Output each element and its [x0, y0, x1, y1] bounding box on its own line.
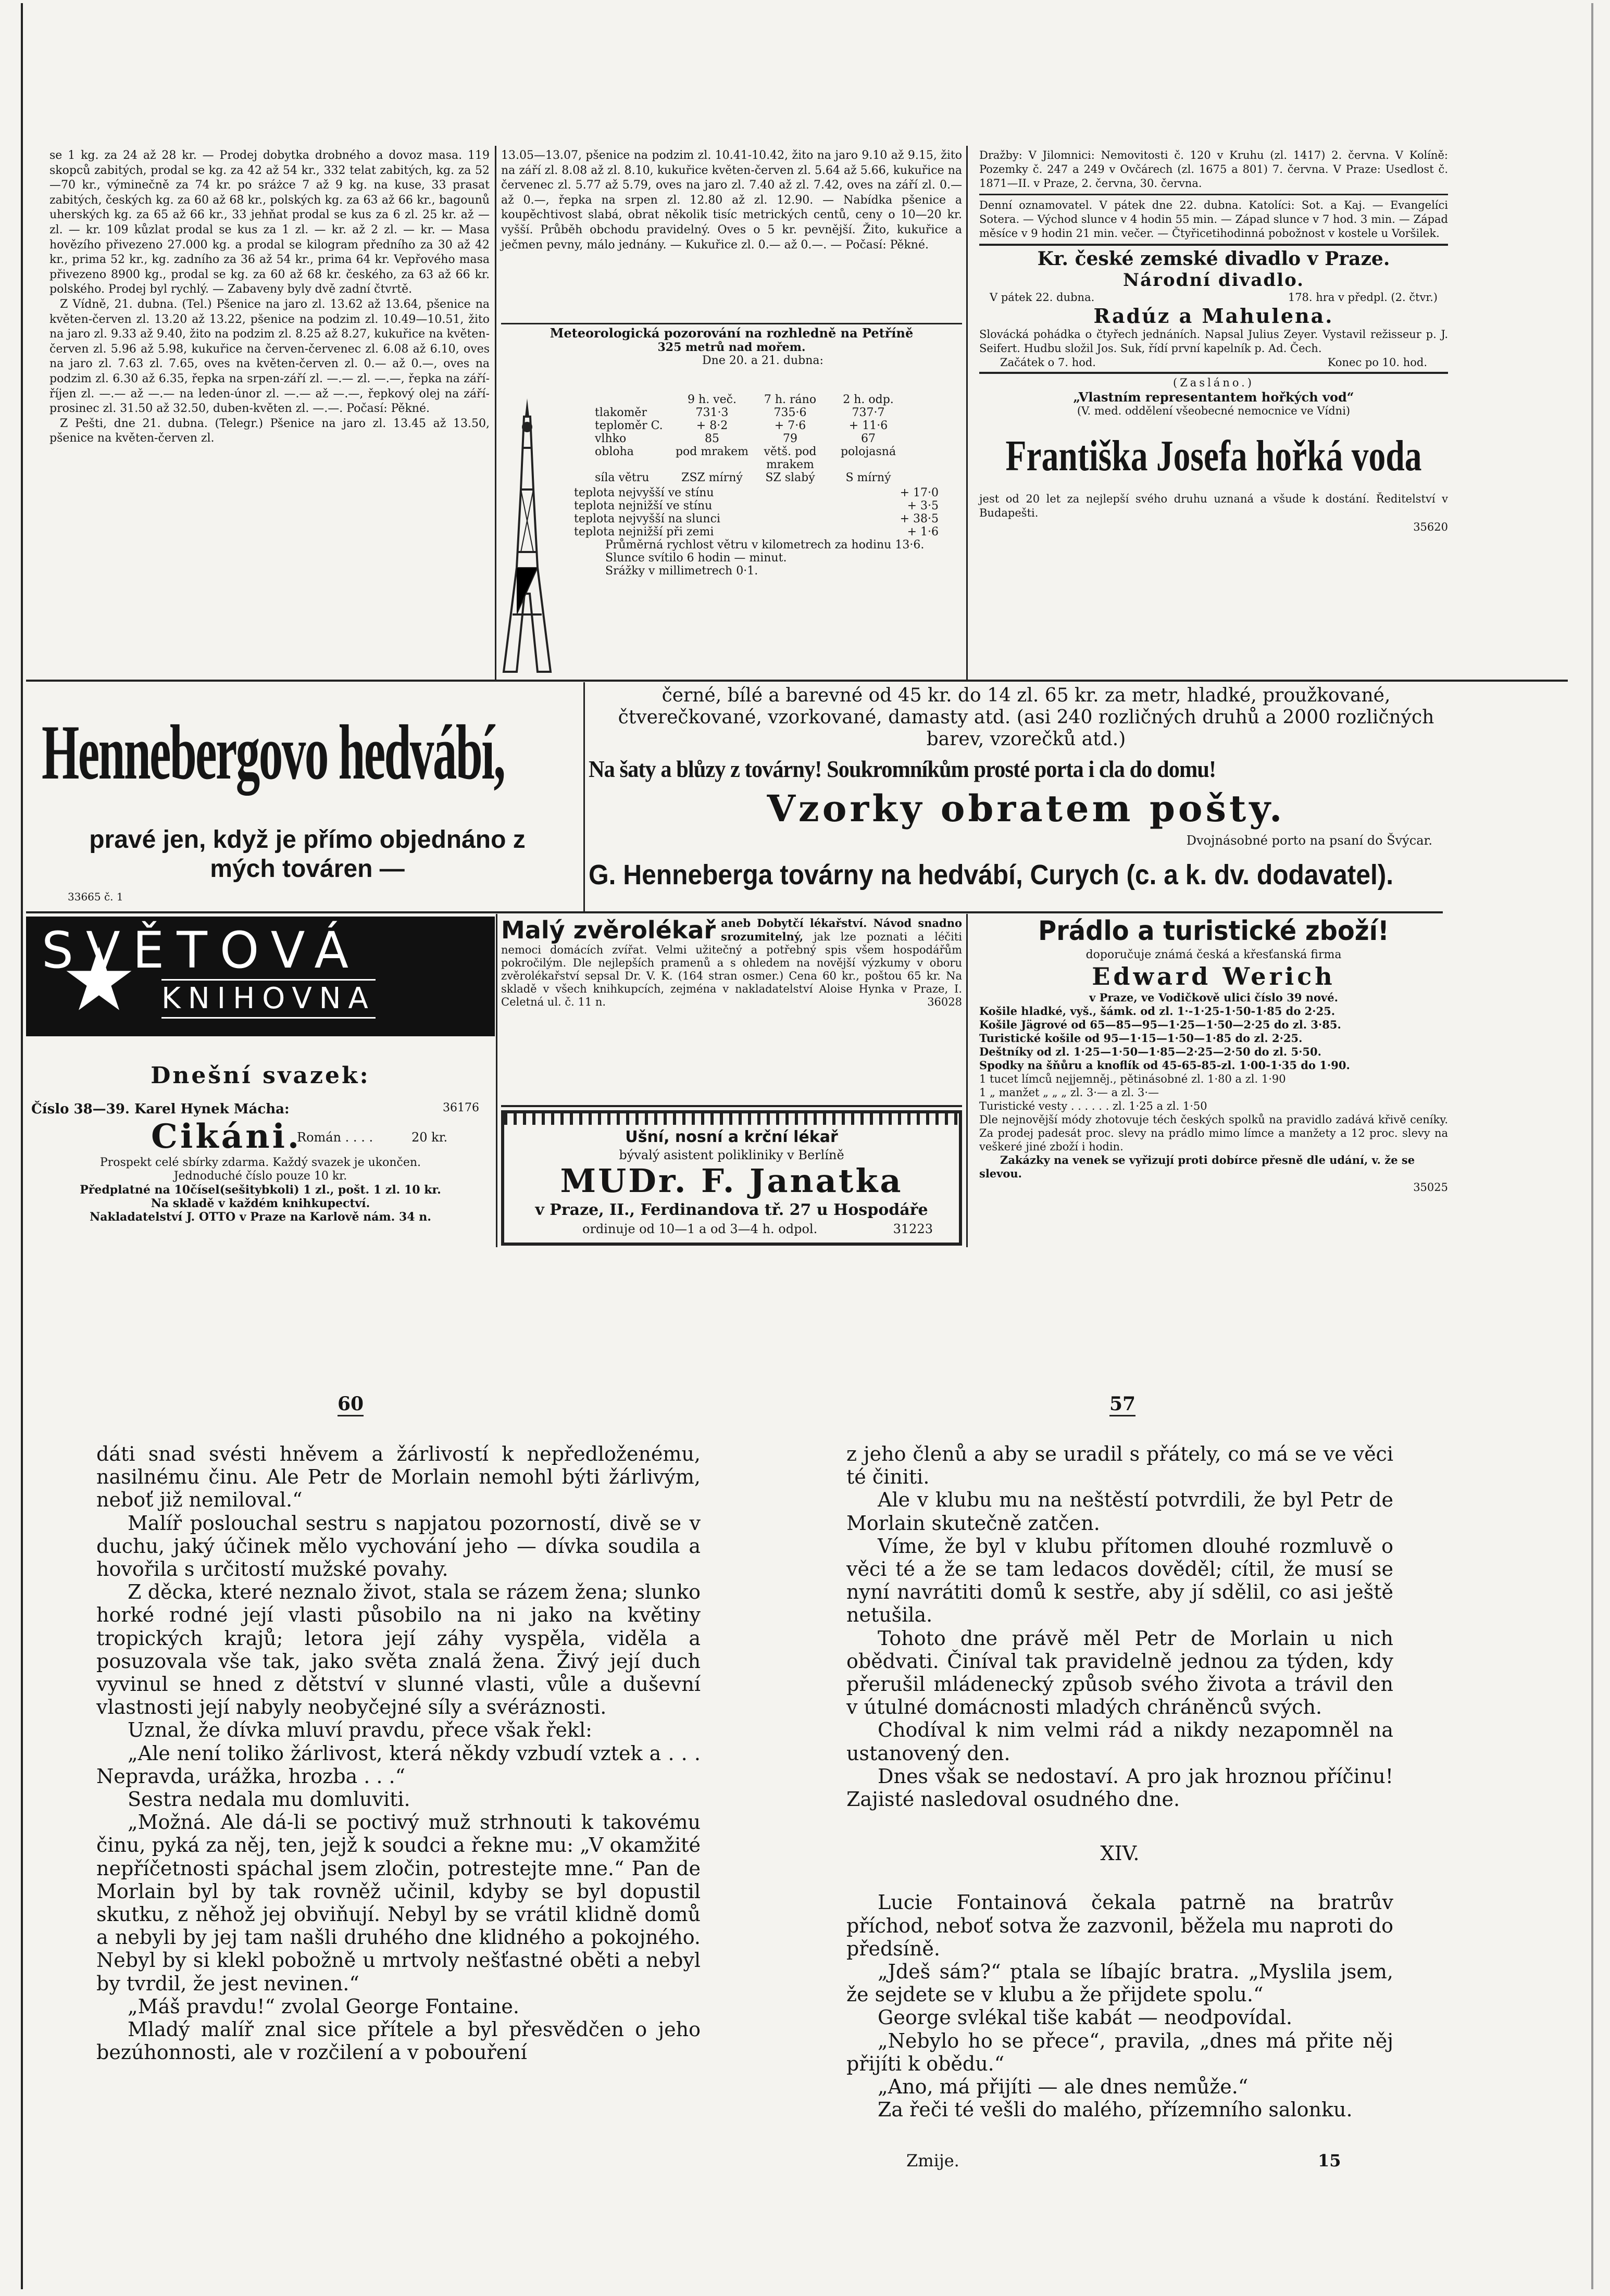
story-paragraph: Ale v klubu mu na neštěstí potvrdili, že byl Petr de Morlain skutečně zatčen. [846, 1488, 1393, 1535]
story-paragraph: Víme, že byl v klubu přítomen dlouhé rozmluvě o věci té a že se tam ledacos dověděl; cítil, že musí se nyní navrátiti domů k sestře, aby jí sdělil, co asi ještě netušila. [846, 1534, 1393, 1627]
story-paragraph: Z děcka, které neznalo život, stala se rázem žena; slunko horké rodné její vlasti působilo na ni jako na květiny tropických krajů; letora její záhy vyspěla, viděla a posuzovala vše tak, jako světa znalá žena. Živý její duch vyvinul se hned z dětství v slunné vlasti, vůle a duševní vlastnosti její nabyly neobyčejné síly a svéráznosti. [96, 1580, 701, 1719]
janatka-line-2: bývalý asistent polikliniky v Berlíně [619, 1148, 844, 1162]
weather-value: SZ slabý [765, 471, 815, 484]
werich-item: Turistické košile od 95—1·15—1·50—1·85 do zl. 2·25. [979, 1032, 1303, 1045]
svetova-genre: Román . . . . [297, 1130, 373, 1145]
story-signature: Zmije. [906, 2151, 959, 2170]
right-news-column [979, 148, 1448, 534]
market-column-2 [501, 148, 962, 253]
svetova-number: Číslo 38—39. Karel Hynek Mácha: [31, 1101, 290, 1117]
market-text-2: 13.05—13.07, pšenice na podzim zl. 10.41-10.42, žito na jaro 9.10 až 9.15, žito na září zl. 8.08 až zl. 8.10, kukuřice květen-červen zl. 5.64 až 5.66, kukuřice na červenec zl. 5.77 až 5.79, oves na jaro zl. 7.40 až zl. 7.42, oves na září zl. 0.— až 0.—, řepka na srpen zl. 12.80 až zl. 12.90. — Nabídka pšenice a koupěchtivost slabá, obrat několik tisíc metrických centů, ceny o 10—20 kr. vyšší. Průběh obchodu pravidelný. Oves o 5 kr. pevnější. Žito, kukuřice a ječmen pevny, málo jednány. — Kukuřice zl. 0.— až 0.—. — Počasí: Pěkné. [501, 149, 962, 252]
henneberg-slogan: Na šaty a blůzy z továrny! Soukromníkům prosté porta i cla do domu! [589, 756, 1216, 782]
janatka-code: 31223 [893, 1222, 933, 1236]
story-paragraph: „Ano, má přijíti — ale dnes nemůže.“ [878, 2075, 1249, 2099]
story-left-column [96, 1442, 701, 2064]
weather-row-label: síla větru [595, 471, 650, 484]
janatka-address: v Praze, II., Ferdinandova tř. 27 u Hospodáře [535, 1201, 928, 1219]
weather-row [553, 471, 959, 484]
theatre-play: Radúz a Mahulena. [1093, 304, 1334, 328]
folio-right: 57 [1109, 1393, 1135, 1416]
weather-row-label: tlakoměr [595, 406, 647, 419]
henneberg-firm: G. Henneberga továrny na hedvábí, Curych (c. a k. dv. dodavatel). [589, 859, 1394, 890]
weather-table [553, 393, 959, 578]
weather-value: 731·3 [695, 406, 729, 419]
werich-ship: Zakázky na venek se vyřizují proti dobírce přesně dle udání, v. že se slevou. [979, 1153, 1415, 1180]
weather-row [553, 419, 959, 432]
petrin-tower-icon [501, 396, 553, 677]
weather-extreme: teplota nejvyšší na slunci + 38·5 [574, 512, 939, 525]
column-divider [966, 914, 968, 1247]
svetova-stock: Na skladě v každém knihkupectví. [151, 1197, 370, 1210]
weather-row-label: teploměr C. [595, 419, 663, 432]
weather-date: Dne 20. a 21. dubna: [702, 354, 823, 367]
weather-title: Meteorologická pozorování na rozhledně na Petříně [501, 323, 962, 341]
weather-row-label: obloha [595, 445, 634, 458]
zaslano-head: „Vlastním representantem hořkých vod“ [1073, 390, 1354, 405]
weather-value: větš. pod mrakem [764, 445, 817, 471]
janatka-ad [501, 1110, 962, 1246]
story-paragraph: Za řeči té vešli do malého, přízemního salonku. [878, 2098, 1353, 2122]
story-paragraph: dáti snad svésti hněvem a žárlivostí k nepředloženému, nasilnému činu. Ale Petr de Morlain nemohl býti žárlivým, neboť již nemiloval.“ [96, 1442, 701, 1512]
zverolekar-title: Malý zvěrolékař [501, 916, 716, 944]
weather-extreme: teplota nejnižší při zemi + 1·6 [574, 525, 939, 538]
zverolekar-body: jak lze poznati a léčiti nemoci domácích zvířat. Velmi užitečný a potřebný spis všem hospodářům pokročilým. Dle nejlepších pramenů a s ohledem na novější výzkumy v oboru zvěrolékařství sepsal Dr. V. K. (164 stran osmer.) Cena 60 kr., poštou 65 kr. Na skladě v všech knihkupcích, zejména v nakladatelství Aloise Hynka v Praze, I. Celetná ul. č. 11 n. [501, 931, 963, 1008]
section-rule [26, 680, 1568, 682]
market-vienna: Z Vídně, 21. dubna. (Tel.) Pšenice na jaro zl. 13.62 až 13.64, pšenice na květen-červen zl. 13.20 až 13.22, pšenice na podzim zl. 10.49—10.51, žito na jaro zl. 9.33 až 9.40, žito na podzim zl. 8.25 až 8.27, kukuřice na květen-červen zl. 5.96 až 5.98, kukuřice na červen-červenec zl. 6.08 až 6.10, oves na jaro zl. 7.63 zl. 7.65, oves na květen-červen zl. 0.— až 0.—, oves na podzim zl. 6.30 až 6.35, řepka na srpen-září zl. —.— zl. —.—, řepka na září-říjen zl. —.— až —.— na leden-únor zl. —.— až —.—, řepkový olej na září-prosinec zl. 31.50 až 32.50, duben-květen zl. —.—. Počasí: Pěkné. [49, 297, 490, 416]
weather-wind: Průměrná rychlost větru v kilometrech za hodinu 13·6. [605, 538, 925, 551]
bitter-water-title: Františka Josefa hořká voda [1005, 432, 1422, 480]
werich-item: 1 „ manžet „ „ „ zl. 3·— a zl. 3·— [979, 1086, 1159, 1099]
henneberg-title: Hennebergovo hedvábí, [42, 709, 505, 796]
weather-value: 67 [861, 432, 876, 445]
weather-value: S mírný [845, 471, 891, 484]
zaslano-sub: (V. med. oddělení všeobecné nemocnice ve Vídni) [1077, 405, 1351, 417]
werich-name: Edward Werich [1092, 962, 1336, 990]
zverolekar-code: 36028 [927, 996, 962, 1008]
story-right-column [846, 1442, 1393, 2121]
weather-col-head: 7 h. ráno [764, 393, 817, 406]
market-pest: Z Pešti, dne 21. dubna. (Telegr.) Pšenice na jaro zl. 13.45 až 13.50, pšenice na květen-červen zl. [49, 417, 490, 445]
weather-row-label: vlhko [595, 432, 627, 445]
weather-subtitle: 325 metrů nad mořem. [657, 341, 806, 354]
henneberg-sub: pravé jen, když je přímo objednáno z mých továren — [89, 826, 526, 883]
weather-value: + 7·6 [774, 419, 806, 432]
story-paragraph: Sestra nedala mu domluviti. [128, 1788, 410, 1811]
weather-row [553, 432, 959, 445]
weather-value: + 8·2 [696, 419, 728, 432]
market-text: se 1 kg. za 24 až 28 kr. — Prodej dobytka drobného a dovoz masa. 119 skopců zabitých, prodal se kg. za 42 až 54 kr., 332 telat zabitých, kg. za 52—70 kr., výminečně za 74 kr. po sráżce 7 až 9 kg. na kuse, 33 prasat zabitých, českých kg. za 60 až 68 kr., polských kg. za 63 až 66 kr., bagounů uherských kg. za 65 až 66 kr., 33 jehňat prodal se kus za 6 zl. 25 kr. až — zl. — kr. 109 kůzlat prodal se kus za 1 zl. — kr. až 2 zl. — kr. — Masa hovězího přivezeno 27.000 kg. a prodal se kilogram předního za 30 až 42 kr., prima 52 kr., kg. zadního za 36 až 54 kr., prima 64 kr. Vepřového masa přivezeno 8900 kg., prodal se kg. za 60 až 68 kr. českého, za 63 až 66 kr. polského. Prodej byl rychlý. — Zabaveny byly dvě zadní čtvrtě. [49, 149, 490, 296]
werich-ad [979, 914, 1448, 1237]
theatre-end: Konec po 10. hod. [1327, 356, 1427, 369]
weather-row [553, 406, 959, 419]
werich-item: Spodky na šňůru a knoflík od 45-65-85-zl. 1·00-1·35 do 1·90. [979, 1059, 1350, 1072]
zverolekar-ad [501, 917, 962, 1109]
theatre-stage: Národní divadlo. [1122, 270, 1305, 291]
zverolekar-alt: aneb Dobytčí lékařství. Návod snadno srozumitelný, [721, 917, 962, 943]
column-divider [496, 914, 497, 1247]
werich-code: 35025 [1413, 1181, 1448, 1194]
story-paragraph: Uznal, že dívka mluví pravdu, přece však řekl: [128, 1718, 592, 1742]
weather-value: + 11·6 [848, 419, 888, 432]
henneberg-ad [26, 682, 1443, 911]
weather-col-head: 2 h. odp. [843, 393, 894, 406]
svetova-publisher: Nakladatelství J. OTTO v Praze na Karlově nám. 34 n. [90, 1210, 431, 1224]
weather-extreme: teplota nejvyšší ve stínu + 17·0 [574, 486, 939, 499]
story-paragraph: Malíř poslouchal sestru s napjatou pozorností, divě se v duchu, jaký účinek mělo vychování jeho — dívka soudila a hovořila s určitostí mužské povahy. [96, 1511, 701, 1581]
theatre-start: Začátek o 7. hod. [1000, 356, 1096, 369]
weather-value: 79 [783, 432, 797, 445]
svetova-today: Dnešní svazek: [151, 1062, 370, 1089]
weather-value: polojasná [840, 445, 896, 458]
svetova-code: 36176 [443, 1101, 479, 1114]
henneberg-porto: Dvojnásobné porto na psaní do Švýcar. [1186, 833, 1432, 848]
svetova-ad [26, 917, 495, 1239]
story-paragraph: George svlékal tiše kabát — neodpovídal. [878, 2006, 1293, 2029]
svetova-book: Cikáni. [151, 1117, 302, 1156]
chapter-heading: XIV. [1100, 1842, 1140, 1865]
werich-item: Turistické vesty . . . . . . zl. 1·25 a zl. 1·50 [979, 1100, 1207, 1112]
svetova-banner [26, 917, 495, 1036]
svetova-prospekt: Prospekt celé sbírky zdarma. Každý svazek je ukončen. [99, 1156, 421, 1169]
theatre-desc: Slovácká pohádka o čtyřech jednáních. Napsal Julius Zeyer. Vystavil režisseur p. J. Seifert. Hudbu složil Jos. Suk, řídí první kapelník p. Ad. Čech. [979, 328, 1448, 355]
market-column-1 [49, 148, 490, 446]
story-paragraph: Dnes však se nedostaví. A pro jak hroznou příčinu! Zajisté nasledoval osudného dne. [846, 1764, 1393, 1811]
weather-value: pod mrakem [675, 445, 749, 458]
werich-address: v Praze, ve Vodičkově ulici číslo 39 nové. [1089, 991, 1338, 1004]
werich-title: Prádlo a turistické zboží! [1038, 915, 1389, 947]
werich-item: 1 tucet límců nejjemněj., pětinásobné zl. 1·80 a zl. 1·90 [979, 1073, 1286, 1085]
story-paragraph: Tohoto dne právě měl Petr de Morlain u nich obědvati. Činíval tak pravidelně jednou za týden, kdy přerušil mládenecký způsob svého života a trávil den v útulné domácnosti mladých chráněnců svých. [846, 1626, 1393, 1719]
story-paragraph: „Ale není toliko žárlivost, která někdy vzbudí vztek a . . . Nepravda, urážka, hrozba . . .“ [96, 1741, 701, 1788]
theatre-house: Kr. české zemské divadlo v Praze. [1037, 248, 1390, 270]
folio-left: 60 [338, 1393, 364, 1416]
theatre-date: V pátek 22. dubna. [990, 291, 1095, 304]
werich-note: Dle nejnovější módy zhotovuje téch českých spolků na pravidlo zadává křivě ceníky. Za prodej padesát proc. slevy na prádlo mimo límce a manžety a 12 proc. slevy na veškeré jiné zboží i hodin. [979, 1113, 1448, 1153]
weather-value: ZSZ mírný [681, 471, 743, 484]
story-paragraph: „Jdeš sám?“ ptala se líbajíc bratra. „Myslila jsem, že sejdete se v klubu a že přijdete spolu.“ [846, 1960, 1393, 2006]
janatka-line-1: Ušní, nosní a krční lékař [625, 1128, 838, 1146]
janatka-name: MUDr. F. Janatka [560, 1162, 903, 1200]
werich-item: Deštníky od zl. 1·25—1·50—1·85—2·25—2·50 do zl. 5·50. [979, 1045, 1321, 1058]
weather-sun: Slunce svítilo 6 hodin — minut. [605, 551, 787, 564]
svetova-title-2: KNIHOVNA [161, 979, 376, 1019]
story-paragraph: Lucie Fontainová čekala patrně na bratrův příchod, neboť sotva že zazvonil, běžela mu naproti do předsíně. [846, 1891, 1393, 1960]
page-number: 15 [1318, 2151, 1341, 2170]
story-paragraph: Chodíval k nim velmi rád a nikdy nezapomněl na ustanovený den. [846, 1718, 1393, 1765]
story-paragraph: z jeho členů a aby se uradil s přátely, co má se ve věci té činiti. [846, 1442, 1393, 1489]
theatre-subscription: 178. hra v předpl. (2. čtvr.) [1288, 291, 1438, 304]
henneberg-num: 33665 č. 1 [68, 890, 123, 903]
weather-rain: Srážky v millimetrech 0·1. [605, 564, 758, 578]
column-divider [966, 146, 968, 680]
section-rule [501, 1105, 962, 1107]
weather-extreme: teplota nejnižší ve stínu + 3·5 [574, 499, 939, 512]
weather-col-head: 9 h. več. [688, 393, 737, 406]
daily-text: Denní oznamovatel. V pátek dne 22. dubna. Katolíci: Sot. a Kaj. — Evangelíci Sotera. — Východ slunce v 4 hodin 55 min. — Západ slunce v 7 hod. 3 min. — Západ měsíce v 9 hodin 21 min. večer. — Čtyřicetihodinná pobožnost v kostele u Voršilek. [979, 199, 1448, 240]
story-paragraph: „Máš pravdu!“ zvolal George Fontaine. [128, 1994, 519, 2018]
section-rule [26, 911, 1443, 913]
svetova-price: 20 kr. [411, 1130, 448, 1145]
henneberg-text: černé, bílé a barevné od 45 kr. do 14 zl. 65 kr. za metr, hladké, proužkované, čtverečkované, vzorkované, damasty atd. (asi 240 rozličných druhů a 2000 rozličných barev, vzorečků atd.) [618, 685, 1434, 750]
werich-item: Košile Jägrové od 65—85—95—1·25—1·50—2·25 do zl. 3·85. [979, 1018, 1341, 1031]
weather-value: 85 [705, 432, 719, 445]
story-paragraph: „Možná. Ale dá-li se poctivý muž strhnouti k takovému činu, pyká za něj, ten, jejž k soudci a řekne mu: „V okamžité nepříčetnosti spáchal jsem zločin, potrestejte mne.“ Pan de Morlain byl by tak rovněž učinil, kdyby se byl dopustil skutku, z něhož jej obviňují. Nebyl by se vrátil klidně domů a nebyli by jej tam našli druhého dne klidného a pokojného. Nebyl by si klekl pobožně u mrtvoly nešťastné oběti a nebyl by tvrdil, že jest nevinen.“ [96, 1811, 701, 1995]
svetova-single: Jednoduché číslo pouze 10 kr. [173, 1170, 347, 1183]
werich-item: Košile hladké, vyš., šámk. od zl. 1·-1·25-1·50-1·85 do 2·25. [979, 1005, 1336, 1018]
bitter-water-text: jest od 20 let za nejlepší svého druhu uznaná a všude k dostání. Ředitelství v Budapešti. [979, 493, 1448, 519]
weather-value: 737·7 [852, 406, 885, 419]
svetova-title-1: SVĚTOVÁ [42, 921, 361, 980]
henneberg-big: Vzorky obratem pošty. [767, 787, 1285, 830]
column-divider [495, 146, 496, 680]
werich-recommend: doporučuje známá česká a křesťanská firma [1085, 948, 1342, 961]
bitter-water-code: 35620 [1413, 521, 1448, 533]
weather-box [501, 323, 962, 682]
weather-value: 735·6 [773, 406, 807, 419]
svetova-subscription: Předplatné na 10čísel(sešitybkoli) 1 zl., pošt. 1 zl. 10 kr. [80, 1183, 441, 1197]
auctions-text: Dražby: V Jilomnici: Nemovitosti č. 120 v Kruhu (zl. 1417) 2. června. V Kolíně: Pozemky č. 247 a 249 v Ovčárech (zl. 1675 a 801) 7. června. V Praze: Usedlost č. 1871—II. v Praze, 2. června, 30. června. [979, 149, 1448, 190]
janatka-hours: ordinuje od 10—1 a od 3—4 h. odpol. [582, 1222, 818, 1236]
zaslano-label: (Zasláno.) [1173, 377, 1254, 389]
weather-row [553, 445, 959, 471]
story-paragraph: Mladý malíř znal sice přítele a byl přesvědčen o jeho bezúhonnosti, ale v rozčilení a v pobouření [96, 2018, 701, 2064]
story-paragraph: „Nebylo ho se přece“, pravila, „dnes má přite něj přijíti k obědu.“ [846, 2029, 1393, 2075]
